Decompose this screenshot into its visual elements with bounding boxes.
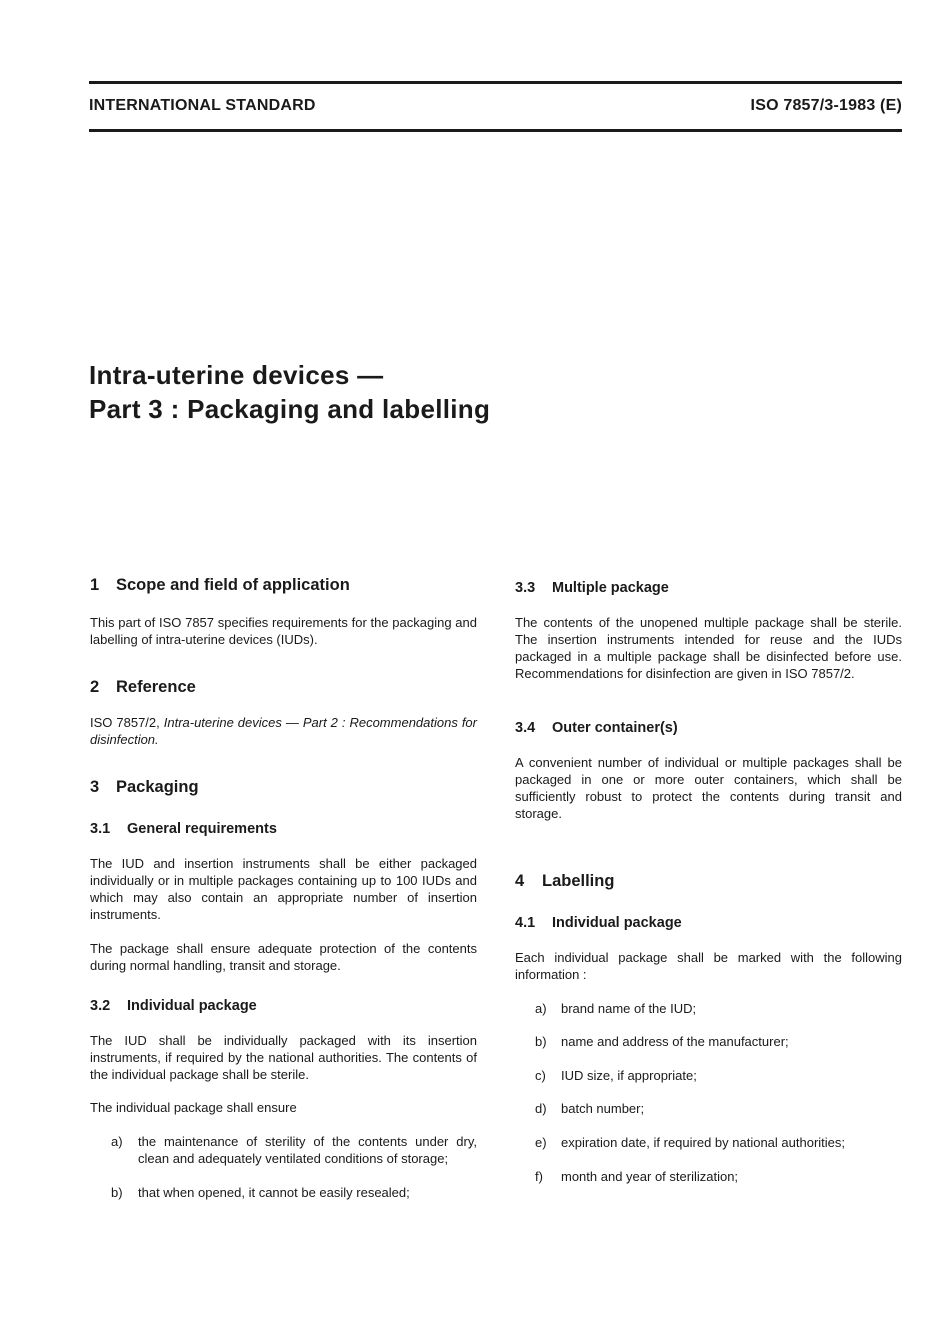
right-column bbox=[515, 580, 902, 1190]
list-item bbox=[111, 1184, 477, 1201]
section-1-title: Scope and field of application bbox=[116, 576, 350, 594]
list-item bbox=[535, 1100, 644, 1117]
header-bottom-rule bbox=[89, 129, 902, 132]
list-marker: a) bbox=[111, 1134, 123, 1149]
section-3-1-heading bbox=[90, 821, 277, 838]
list-marker: f) bbox=[535, 1169, 543, 1184]
section-3-4-text: A convenient number of individual or multiple packages shall be packaged in one or more outer containers, which shall be sufficiently robust to protect the contents during transit and storage. bbox=[515, 755, 902, 821]
list-item-text: month and year of sterilization; bbox=[561, 1169, 739, 1184]
section-3-3-text: The contents of the unopened multiple package shall be sterile. The insertion instruments intended for reuse and the IUDs packaged in a multiple package shall be disinfected before use. Recommendations for disinfection are given in ISO 7857/2. bbox=[515, 615, 902, 681]
section-2-text bbox=[90, 714, 477, 748]
section-3-2-number: 3.2 bbox=[90, 998, 111, 1014]
reference-prefix: ISO 7857/2, bbox=[90, 715, 164, 730]
header-top-rule bbox=[89, 81, 902, 84]
standard-number: ISO 7857/3-1983 (E) bbox=[750, 97, 902, 114]
list-item-text: name and address of the manufacturer; bbox=[561, 1034, 789, 1049]
section-4-heading bbox=[515, 873, 614, 890]
section-4-number: 4 bbox=[515, 872, 525, 890]
section-3-heading bbox=[90, 779, 199, 796]
list-item-text: expiration date, if required by national authorities; bbox=[561, 1135, 846, 1150]
list-item-text: brand name of the IUD; bbox=[561, 1001, 697, 1016]
section-2-heading bbox=[90, 679, 196, 696]
section-3-title: Packaging bbox=[116, 778, 199, 796]
section-3-2-paragraph-1: The IUD shall be individually packaged with its insertion instruments, if required by the national authorities. The contents of the individual package shall be sterile. bbox=[90, 1033, 477, 1082]
standard-type-label: INTERNATIONAL STANDARD bbox=[89, 97, 316, 114]
list-item-text: that when opened, it cannot be easily resealed; bbox=[138, 1185, 410, 1200]
list-item bbox=[535, 1067, 697, 1084]
section-4-1-title: Individual package bbox=[552, 915, 682, 931]
list-item-text: IUD size, if appropriate; bbox=[561, 1068, 697, 1083]
section-1-number: 1 bbox=[90, 576, 100, 594]
title-line-1: Intra-uterine devices — bbox=[89, 360, 384, 390]
section-3-2-paragraph-2: The individual package shall ensure bbox=[90, 1100, 297, 1115]
list-item-text: the maintenance of sterility of the contents under dry, clean and adequately ventilated conditions of storage; bbox=[138, 1134, 477, 1166]
document-title bbox=[89, 358, 490, 426]
list-item bbox=[535, 1168, 738, 1185]
list-marker: c) bbox=[535, 1068, 546, 1083]
list-marker: e) bbox=[535, 1135, 547, 1150]
section-3-1-paragraph-2: The package shall ensure adequate protection of the contents during normal handling, transit and storage. bbox=[90, 941, 477, 973]
list-item-text: batch number; bbox=[561, 1101, 645, 1116]
section-3-4-heading bbox=[515, 720, 678, 737]
section-4-1-number: 4.1 bbox=[515, 915, 536, 931]
list-item bbox=[111, 1133, 477, 1167]
section-3-1-paragraph-1: The IUD and insertion instruments shall be either packaged individually or in multiple packages containing up to 100 IUDs and which may also contain an appropriate number of insertion instruments. bbox=[90, 856, 477, 922]
section-3-2-heading bbox=[90, 998, 257, 1015]
section-3-3-number: 3.3 bbox=[515, 580, 536, 596]
section-4-1-heading bbox=[515, 915, 682, 932]
section-3-1-title: General requirements bbox=[127, 821, 277, 837]
section-1-heading bbox=[90, 577, 350, 594]
section-3-number: 3 bbox=[90, 778, 100, 796]
section-3-1-number: 3.1 bbox=[90, 821, 111, 837]
section-3-4-title: Outer container(s) bbox=[552, 720, 678, 736]
section-2-number: 2 bbox=[90, 678, 100, 696]
reference-title: Intra-uterine devices — Part 2 : Recommendations for disinfection. bbox=[90, 715, 477, 747]
list-item bbox=[535, 1000, 696, 1017]
section-4-title: Labelling bbox=[542, 872, 615, 890]
list-marker: d) bbox=[535, 1101, 547, 1116]
section-3-3-title: Multiple package bbox=[552, 580, 669, 596]
section-3-3-heading bbox=[515, 580, 669, 597]
section-4-1-intro: Each individual package shall be marked with the following information : bbox=[515, 950, 902, 982]
section-3-4-number: 3.4 bbox=[515, 720, 536, 736]
section-2-title: Reference bbox=[116, 678, 196, 696]
title-line-2: Part 3 : Packaging and labelling bbox=[89, 394, 491, 424]
section-3-2-title: Individual package bbox=[127, 998, 257, 1014]
left-column bbox=[90, 577, 477, 1217]
list-marker: a) bbox=[535, 1001, 547, 1016]
section-1-text: This part of ISO 7857 specifies requirements for the packaging and labelling of intra-uterine devices (IUDs). bbox=[90, 615, 477, 647]
list-marker: b) bbox=[535, 1034, 547, 1049]
list-marker: b) bbox=[111, 1185, 123, 1200]
list-item bbox=[535, 1134, 845, 1151]
list-item bbox=[535, 1033, 789, 1050]
